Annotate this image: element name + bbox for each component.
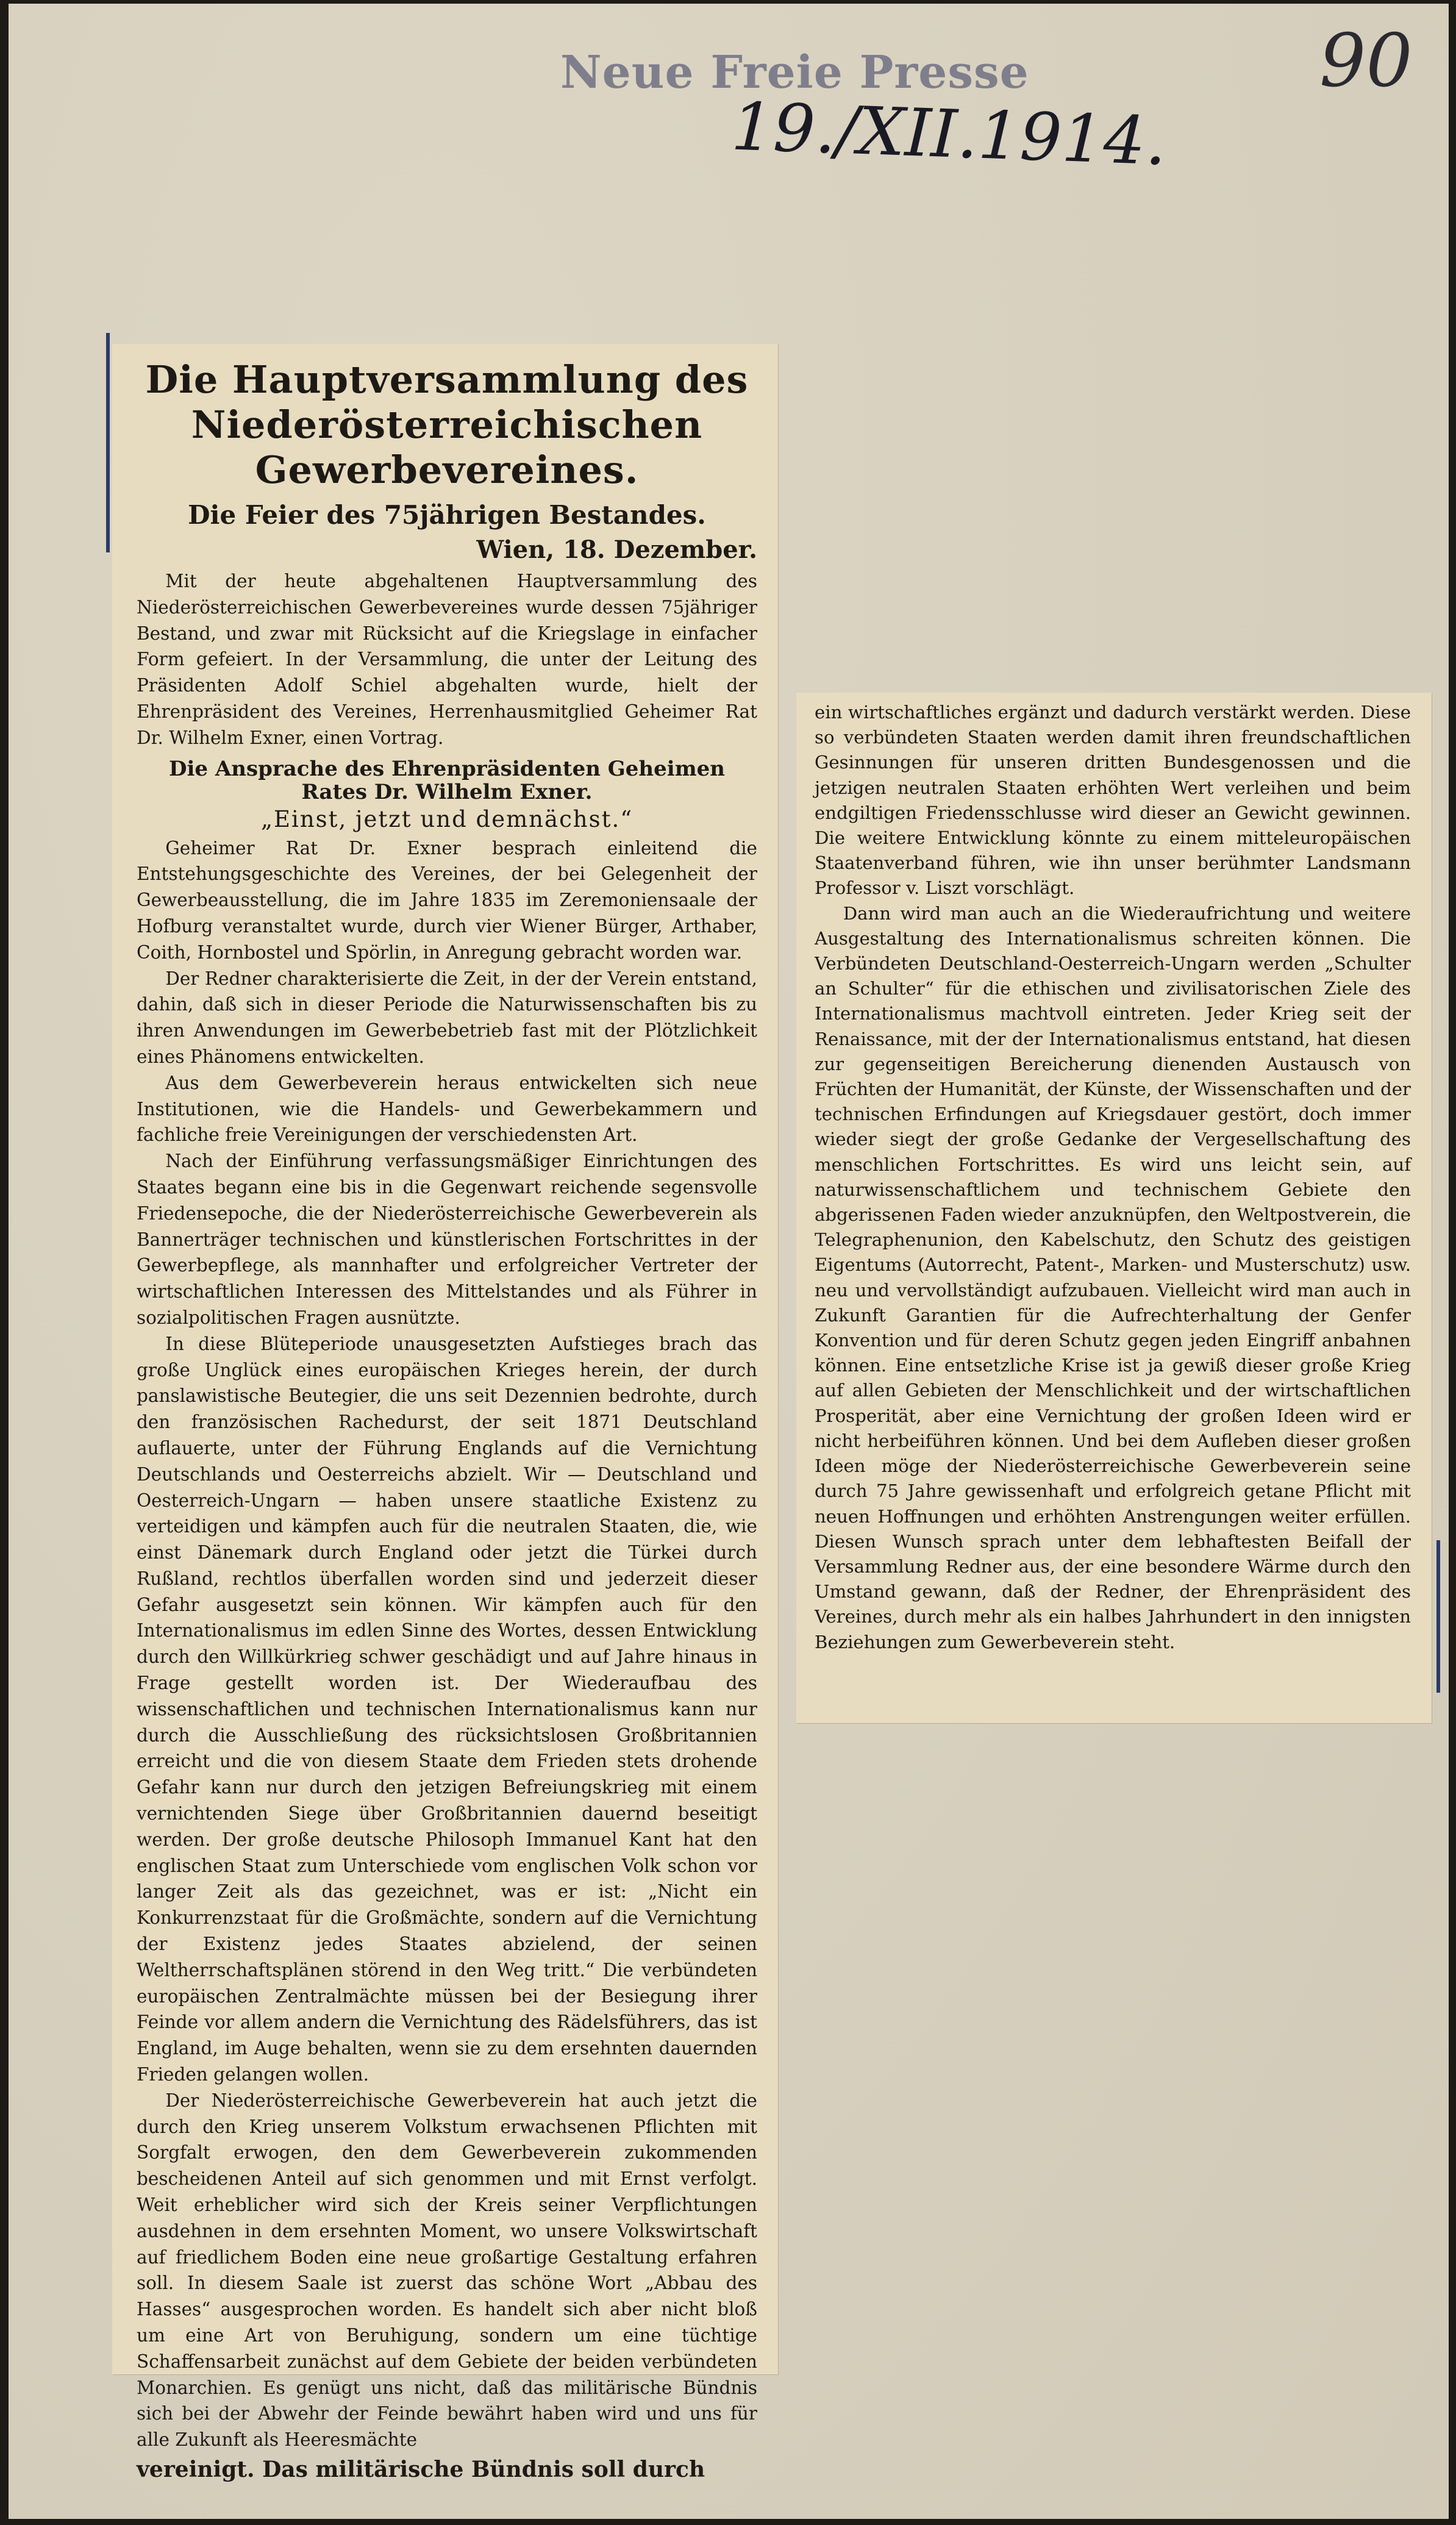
- article-headline: Die Hauptversammlung des Niederösterreichischen Gewerbevereines.: [145, 357, 749, 492]
- paragraph-1: Geheimer Rat Dr. Exner besprach einleitend die Entstehungsgeschichte des Vereines, der bei Gelegenheit der Gewerbeausstellung, die im Jahre 1835 im Zeremoniensaale der Hofburg veranstaltet wurde, durch vier Wiener Bürger, Arthaber, Coith, Hornbostel und Spörlin, in Anregung gebracht worden war.: [137, 837, 757, 963]
- archive-sheet: [9, 4, 1449, 2519]
- clipping-column-2: [796, 693, 1432, 1723]
- handwritten-date: 19./XII.1914.: [730, 88, 1168, 180]
- column-2-paragraph-2: Dann wird man auch an die Wiederaufrichtung und weitere Ausgestaltung des Internationalismus schreiten können. Die Verbündeten Deutschland-Oesterreich-Ungarn werden „Schulter an Schulter“ für die ethischen und zivilisatorischen Ziele des Internationalismus machtvoll eintreten. Jeder Krieg seit der Renaissance, mit der der Internationalismus entstand, hat diesen zur gegenseitigen Bereicherung dienenden Austausch von Früchten der Humanität, der Künste, der Wissenschaften und der technischen Erfindungen auf Kriegsdauer gestört, doch immer wieder siegt der große Gedanke der Vergesellschaftung des menschlichen Fortschrittes. Es wird uns leicht sein, auf naturwissenschaftlichem und technischem Gebiete den abgerissenen Faden wieder anzuknüpfen, den Weltpostverein, die Telegraphenunion, den Kabelschutz, den Schutz des geistigen Eigentums (Autorrecht, Patent-, Marken- und Musterschutz) usw. neu und vervollständigt aufzubauen. Vielleicht wird man auch in Zukunft Garantien für die Aufrechterhaltung der Genfer Konvention und für deren Schutz gegen jeden Eingriff anbahnen können. Eine entsetzliche Krise ist ja gewiß dieser große Krieg auf allen Gebieten der Menschlichkeit und der wirtschaftlichen Prosperität, aber eine Vernichtung der großen Ideen wird er nicht herbeiführen können. Und bei dem Aufleben dieser großen Ideen möge der Niederösterreichische Gewerbeverein seine durch 75 Jahre gewissenhaft und erfolgreich getane Pflicht mit neuen Hoffnungen und erhöhten Anstrengungen weiter erfüllen. Diesen Wunsch sprach unter dem lebhaftesten Beifall der Versammlung Redner aus, der eine besondere Wärme durch den Umstand gewann, daß der Redner, der Ehrenpräsident des Vereines, durch mehr als ein halbes Jahrhundert in den innigsten Beziehungen zum Gewerbeverein steht.: [815, 902, 1411, 1652]
- article-dateline: Wien, 18. Dezember.: [476, 535, 757, 564]
- paragraph-6: Der Niederösterreichische Gewerbeverein hat auch jetzt die durch den Krieg unserem Volkstum erwachsenen Pflichten mit Sorgfalt erwogen, den dem Gewerbeverein zukommenden bescheidenen Anteil auf sich genommen und mit Ernst verfolgt. Weit erheblicher wird sich der Kreis seiner Verpflichtungen ausdehnen in dem ersehnten Moment, wo unsere Volkswirtschaft auf friedlichem Boden eine neue großartige Gestaltung erfahren soll. In diesem Saale ist zuerst das schöne Wort „Abbau des Hasses“ ausgesprochen worden. Es handelt sich aber nicht bloß um eine Art von Beruhigung, sondern um eine tüchtige Schaffensarbeit zunächst auf dem Gebiete der beiden verbündeten Monarchien. Es genügt uns nicht, daß das militärische Bündnis sich bei der Abwehr der Feinde bewährt haben wird und uns für alle Zukunft als Heeresmächte: [137, 2090, 757, 2451]
- article-intro: Mit der heute abgehaltenen Hauptversammlung des Niederösterreichischen Gewerbevereines wurde dessen 75jähriger Bestand, und zwar mit Rücksicht auf die Kriegslage in einfacher Form gefeiert. In der Versammlung, die unter der Leitung des Präsidenten Adolf Schiel abgehalten wurde, hielt der Ehrenpräsident des Vereines, Herrenhausmitglied Geheimer Rat Dr. Wilhelm Exner, einen Vortrag.: [137, 571, 757, 748]
- column-2-paragraph-1: ein wirtschaftliches ergänzt und dadurch verstärkt werden. Diese so verbündeten Staaten werden damit ihren freundschaftlichen Gesinnungen für unseren dritten Bundesgenossen und die jetzigen neutralen Staaten erhöhten Wert verleihen und beim endgiltigen Friedensschlusse wird dieser an Gewicht gewinnen. Die weitere Entwicklung könnte zu einem mitteleuropäischen Staatenverband führen, wie ihn unser berühmter Landsmann Professor v. Liszt vorschlägt.: [815, 702, 1411, 899]
- clipping-column-1: [112, 344, 778, 2482]
- speech-motto: „Einst, jetzt und demnächst.“: [260, 805, 633, 832]
- newspaper-source-stamp: Neue Freie Presse: [560, 46, 1029, 99]
- paragraph-5: In diese Blüteperiode unausgesetzten Aufstieges brach das große Unglück eines europäischen Krieges herein, der durch panslawistische Beutegier, die uns seit Dezennien bedrohte, durch den französischen Rachedurst, der seit 1871 Deutschland auflauerte, unter der Führung Englands auf die Vernichtung Deutschlands und Oesterreichs abzielt. Wir — Deutschland und Oesterreich-Ungarn — haben unsere staatliche Existenz zu verteidigen und kämpfen auch für die neutralen Staaten, die, wie einst Dänemark durch England oder jetzt die Türkei durch Rußland, rechtlos überfallen worden sind und jederzeit dieser Gefahr ausgesetzt sein können. Wir kämpfen auch für den Internationalismus im edlen Sinne des Wortes, dessen Entwicklung durch den Willkürkrieg schwer geschädigt und auf Jahre hinaus in Frage gestellt worden ist. Der Wiederaufbau des wissenschaftlichen und technischen Internationalismus kann nur durch die Ausschließung des rücksichtslosen Großbritannien erreicht und die von diesem Staate dem Frieden stets drohende Gefahr kann nur durch den jetzigen Befreiungskrieg mit einem vernichtenden Siege über Großbritannien dauernd beseitigt werden. Der große deutsche Philosoph Immanuel Kant hat den englischen Staat zum Unterschiede vom englischen Volk schon vor langer Zeit als das gezeichnet, was er ist: „Nicht ein Konkurrenzstaat für die Großmächte, sondern auf die Vernichtung der Existenz jedes Staates abzielend, der seinen Weltherrschaftsplänen störend in den Weg tritt.“ Die verbündeten europäischen Zentralmächte müssen bei der Besiegung ihrer Feinde vor allem andern die Vernichtung des Rädelsführers, das ist England, im Auge behalten, wenn sie zu dem ersehnten dauernden Frieden gelangen wollen.: [137, 1333, 757, 2085]
- pen-mark-left: [106, 333, 110, 552]
- paragraph-2: Der Redner charakterisierte die Zeit, in der der Verein entstand, dahin, daß sich in dieser Periode die Naturwissenschaften bis zu ihren Anwendungen im Gewerbebetrieb fast mit der Plötzlichkeit eines Phänomens entwickelten.: [137, 968, 757, 1067]
- article-subheadline: Die Feier des 75jährigen Bestandes.: [188, 500, 706, 530]
- column-1-final-line: vereinigt. Das militärische Bündnis soll durch: [137, 2456, 705, 2482]
- section-heading: Die Ansprache des Ehrenpräsidenten Geheimen Rates Dr. Wilhelm Exner.: [168, 756, 726, 804]
- paragraph-4: Nach der Einführung verfassungsmäßiger Einrichtungen des Staates begann eine bis in die Gegenwart reichende segensvolle Friedensepoche, die der Niederösterreichische Gewerbeverein als Bannerträger technischen und künstlerischen Fortschrittes in der Gewerbepflege, als mannhafter und erfolgreicher Vertreter der wirtschaftlichen Interessen des Mittelstandes und als Führer in sozialpolitischen Fragen ausnützte.: [137, 1151, 757, 1328]
- handwritten-page-number: 90: [1319, 19, 1413, 104]
- pen-mark-right: [1436, 1540, 1440, 1693]
- paragraph-3: Aus dem Gewerbeverein heraus entwickelten sich neue Institutionen, wie die Handels- und Gewerbekammern und fachliche freie Vereinigungen der verschiedensten Art.: [137, 1072, 757, 1146]
